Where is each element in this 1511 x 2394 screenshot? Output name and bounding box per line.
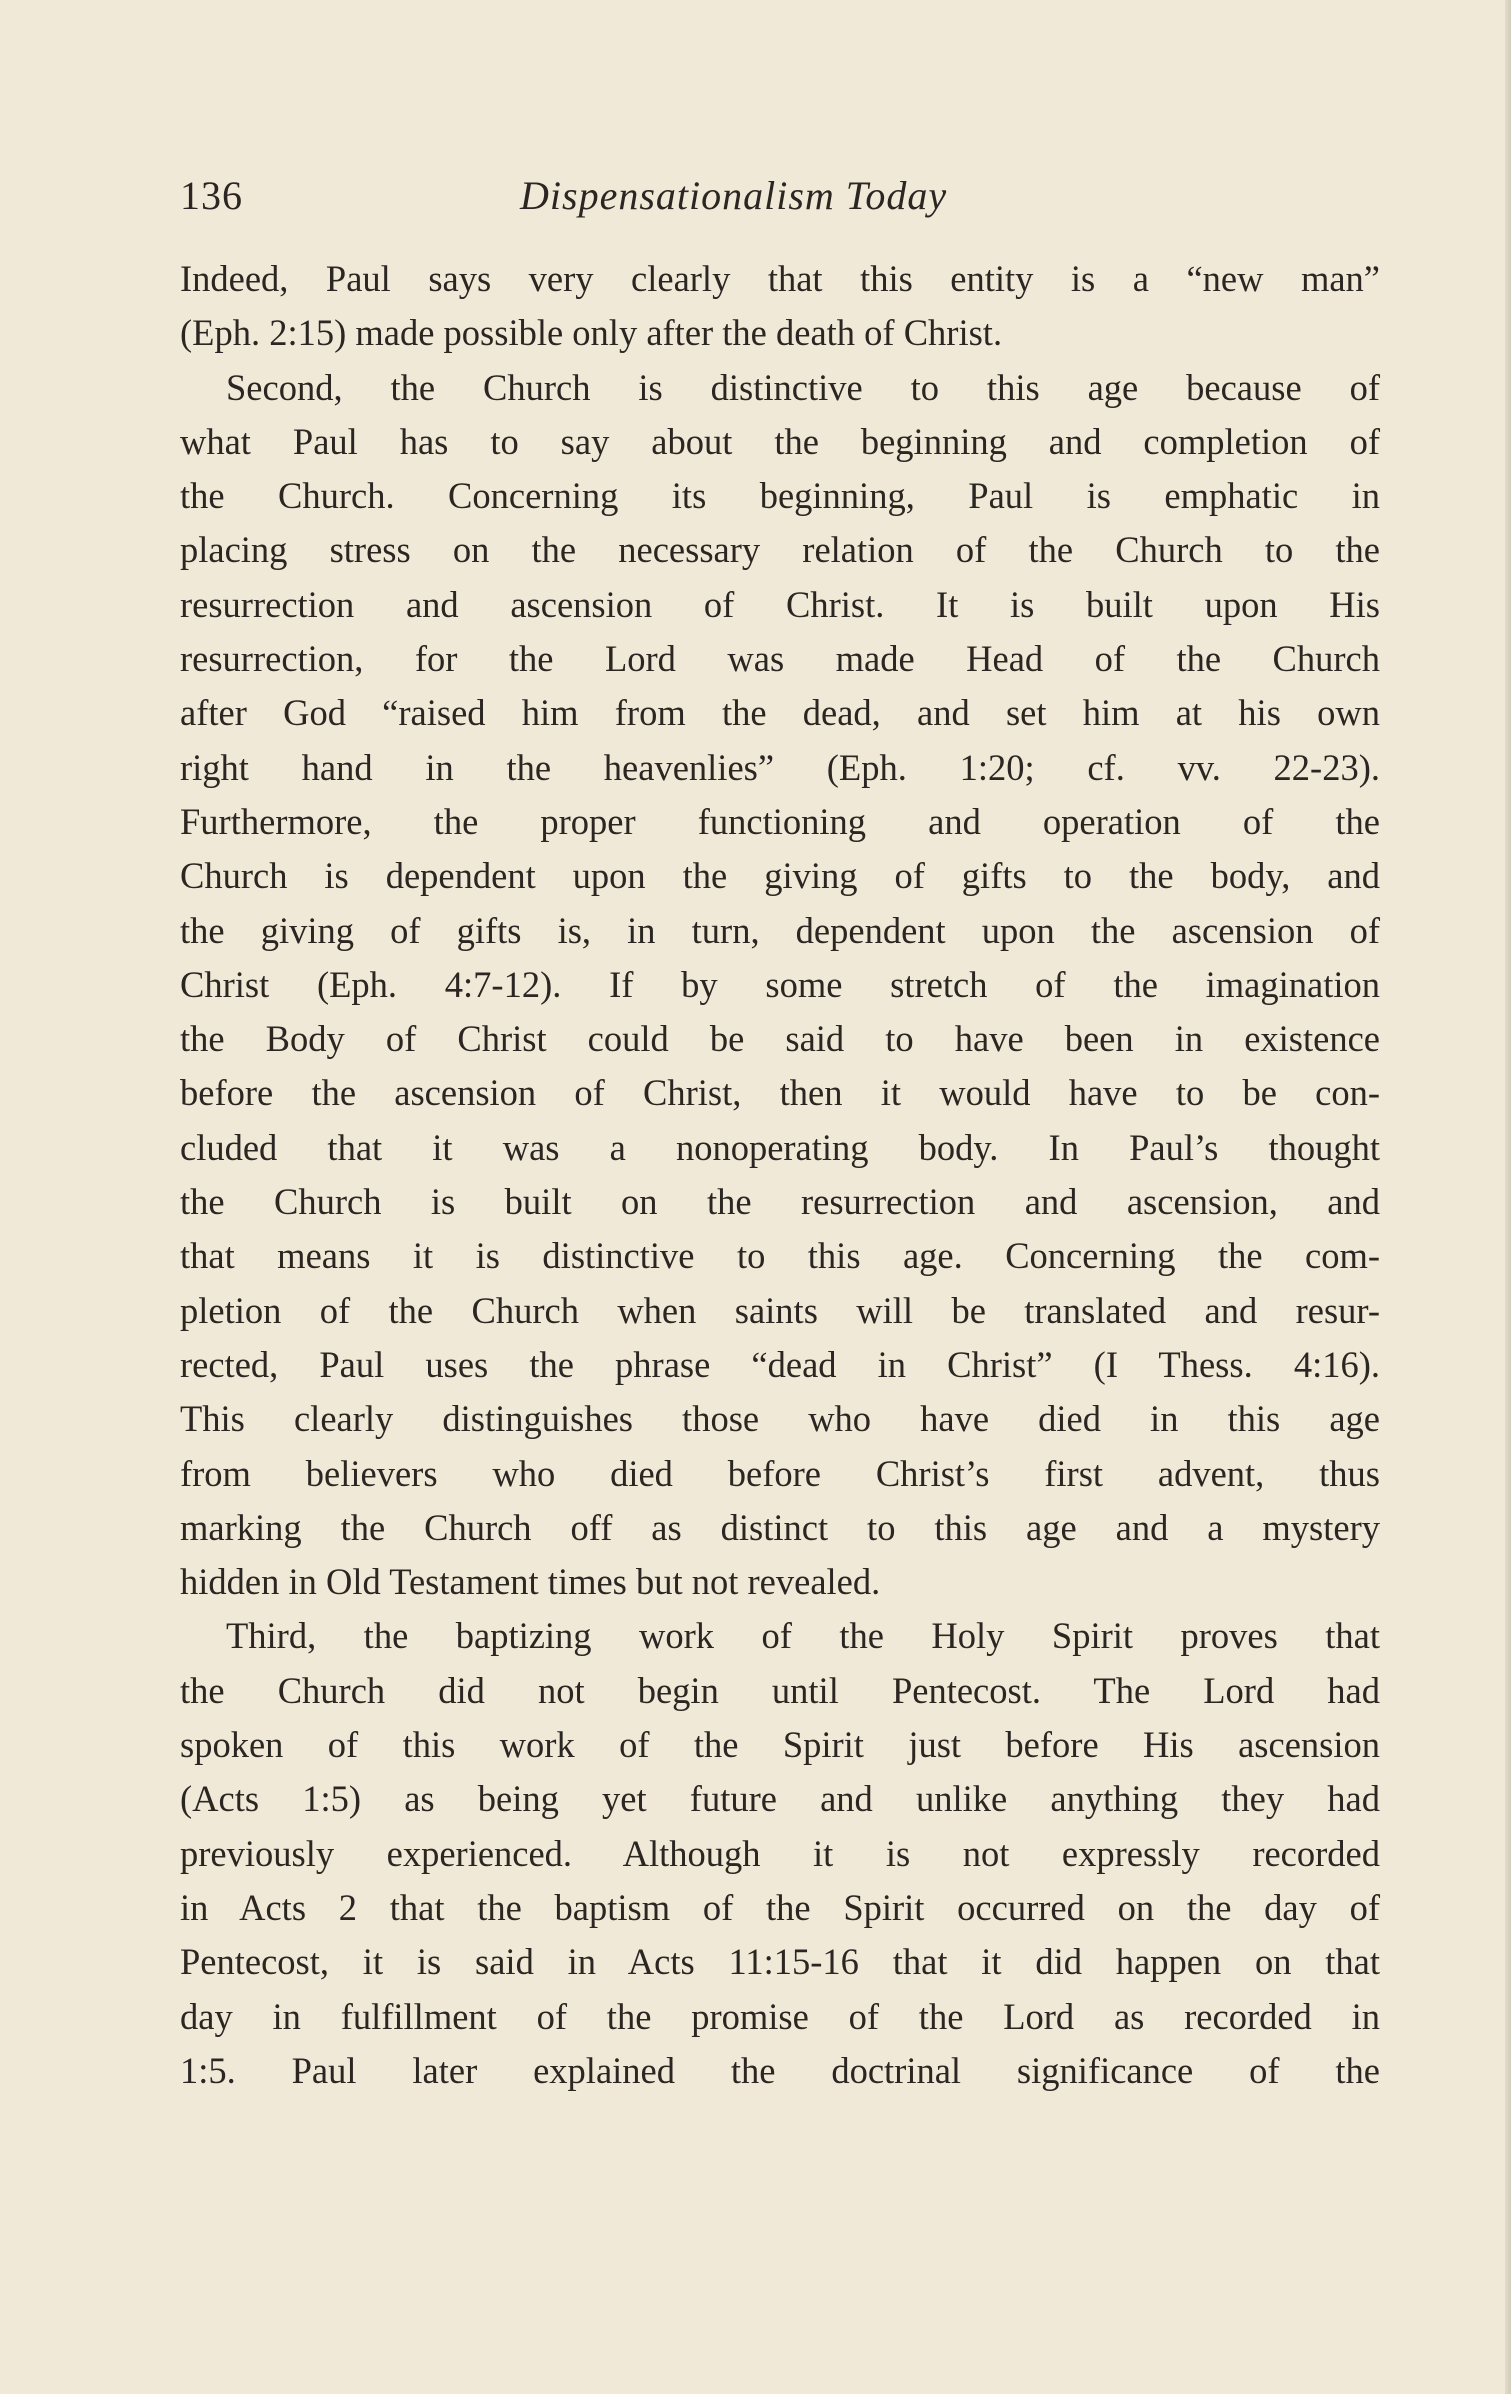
page-number: 136	[180, 173, 243, 218]
text-line: Church is dependent upon the giving of gifts to the body, and	[180, 855, 1380, 897]
text-line: Pentecost, it is said in Acts 11:15-16 that it did happen on that	[180, 1941, 1380, 1983]
text-line: the Church. Concerning its beginning, Paul is emphatic in	[180, 475, 1380, 517]
paragraph	[180, 361, 1380, 1610]
text-line: day in fulfillment of the promise of the Lord as recorded in	[180, 1995, 1380, 2037]
text-line: what Paul has to say about the beginning and completion of	[180, 420, 1380, 462]
text-line: the Body of Christ could be said to have been in existence	[180, 1018, 1380, 1060]
text-line: before the ascension of Christ, then it would have to be con-	[180, 1072, 1380, 1114]
text-line: Christ (Eph. 4:7-12). If by some stretch of the imagination	[180, 963, 1380, 1005]
text-line: This clearly distinguishes those who have died in this age	[180, 1398, 1380, 1440]
paragraph	[180, 1609, 1380, 2098]
text-line: after God “raised him from the dead, and set him at his own	[180, 692, 1380, 734]
text-line: right hand in the heavenlies” (Eph. 1:20; cf. vv. 22-23).	[180, 746, 1380, 788]
text-line: the Church did not begin until Pentecost. The Lord had	[180, 1669, 1380, 1711]
text-line: 1:5. Paul later explained the doctrinal significance of the	[180, 2049, 1380, 2091]
text-line: resurrection and ascension of Christ. It is built upon His	[180, 583, 1380, 625]
text-line: Indeed, Paul says very clearly that this entity is a “new man”	[180, 258, 1380, 299]
text-line: in Acts 2 that the baptism of the Spirit occurred on the day of	[180, 1886, 1380, 1928]
text-line: hidden in Old Testament times but not revealed.	[180, 1561, 881, 1603]
text-line: spoken of this work of the Spirit just before His ascension	[180, 1724, 1380, 1766]
text-line: cluded that it was a nonoperating body. In Paul’s thought	[180, 1126, 1380, 1168]
text-line: Second, the Church is distinctive to this age because of	[226, 366, 1380, 408]
page-edge	[1505, 0, 1511, 2394]
text-line: Third, the baptizing work of the Holy Spirit proves that	[226, 1615, 1380, 1657]
text-line: marking the Church off as distinct to this age and a mystery	[180, 1506, 1380, 1548]
text-line: pletion of the Church when saints will be translated and resur-	[180, 1289, 1380, 1331]
text-line: (Eph. 2:15) made possible only after the death of Christ.	[180, 312, 1003, 354]
text-line: the giving of gifts is, in turn, dependent upon the ascension of	[180, 909, 1380, 951]
text-line: rected, Paul uses the phrase “dead in Christ” (I Thess. 4:16).	[180, 1343, 1380, 1385]
paragraph	[180, 252, 1380, 361]
text-line: previously experienced. Although it is not expressly recorded	[180, 1832, 1380, 1874]
text-line: from believers who died before Christ’s first advent, thus	[180, 1452, 1380, 1494]
text-line: the Church is built on the resurrection and ascension, and	[180, 1181, 1380, 1223]
running-head	[180, 172, 1380, 232]
text-line: resurrection, for the Lord was made Head of the Church	[180, 638, 1380, 680]
text-line: Furthermore, the proper functioning and operation of the	[180, 800, 1380, 842]
body-text	[180, 252, 1380, 2098]
text-line: placing stress on the necessary relation of the Church to the	[180, 529, 1380, 571]
text-line: that means it is distinctive to this age. Concerning the com-	[180, 1235, 1380, 1277]
running-title: Dispensationalism Today	[520, 173, 948, 218]
text-line: (Acts 1:5) as being yet future and unlike anything they had	[180, 1778, 1380, 1820]
